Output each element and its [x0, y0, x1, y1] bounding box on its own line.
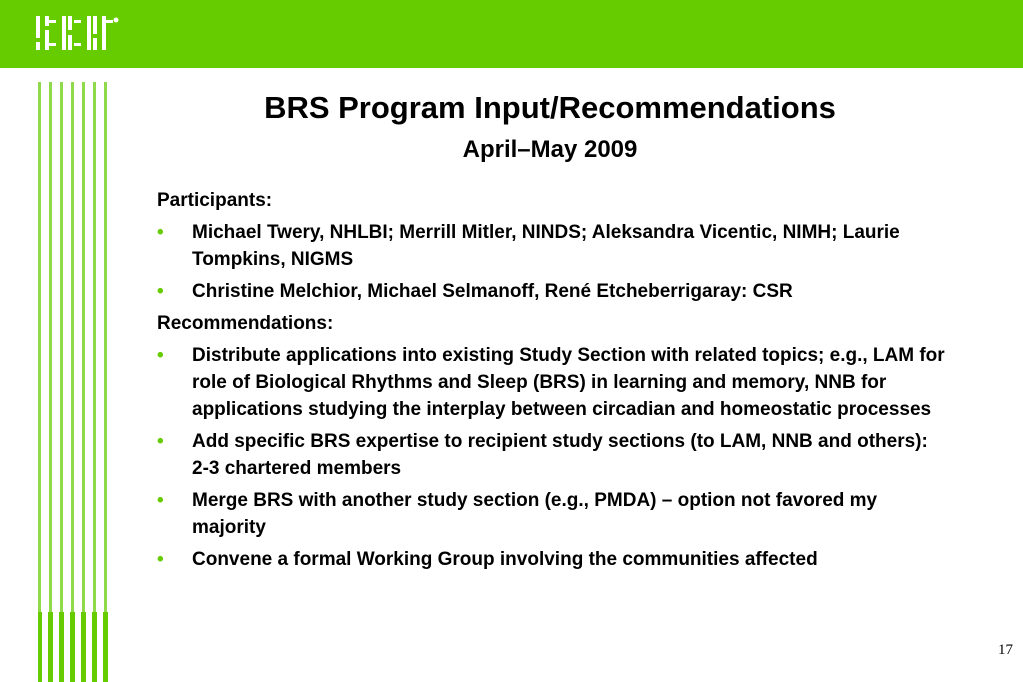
- participants-list: [157, 219, 947, 305]
- list-item-text: Convene a formal Working Group involving the communities affected: [192, 549, 818, 570]
- header-bar: [0, 0, 1023, 68]
- list-item: [157, 342, 947, 423]
- recommendations-heading: Recommendations:: [157, 313, 334, 334]
- list-item-text: Distribute applications into existing Study Section with related topics; e.g., LAM for role of Biological Rhythms and Sleep (BRS) in learning and memory, NNB for applications studying the interplay between circadian and homeostatic processes: [192, 345, 945, 420]
- bullet-icon: •: [157, 431, 164, 452]
- decorative-stripes: [38, 82, 108, 682]
- participants-heading: Participants:: [157, 190, 273, 211]
- slide-body: [157, 187, 947, 578]
- list-item: [157, 487, 947, 541]
- list-item-text: Merge BRS with another study section (e.g., PMDA) – option not favored my majority: [192, 490, 878, 538]
- bullet-icon: •: [157, 281, 164, 302]
- list-item: [157, 546, 947, 573]
- list-item-text: Michael Twery, NHLBI; Merrill Mitler, NINDS; Aleksandra Vicentic, NIMH; Laurie Tompkins, NIGMS: [192, 222, 900, 270]
- slide-title: BRS Program Input/Recommendations: [264, 90, 836, 125]
- list-item: [157, 428, 947, 482]
- bullet-icon: •: [157, 549, 164, 570]
- bullet-icon: •: [157, 222, 164, 243]
- csr-logo-icon: [36, 16, 126, 52]
- list-item: [157, 219, 947, 273]
- bullet-icon: •: [157, 345, 164, 366]
- slide-subtitle: April–May 2009: [462, 136, 638, 163]
- bullet-icon: •: [157, 490, 164, 511]
- list-item-text: Christine Melchior, Michael Selmanoff, René Etcheberrigaray: CSR: [192, 281, 793, 302]
- list-item: [157, 278, 947, 305]
- list-item-text: Add specific BRS expertise to recipient study sections (to LAM, NNB and others): 2-3 chartered members: [192, 431, 928, 479]
- page-number: 17: [998, 642, 1013, 658]
- recommendations-list: [157, 342, 947, 573]
